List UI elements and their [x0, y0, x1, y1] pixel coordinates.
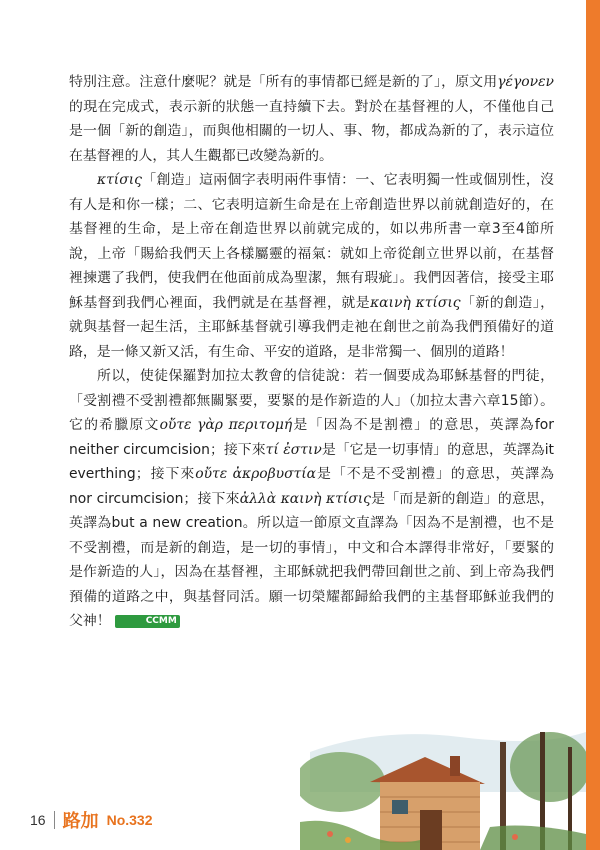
ccmm-badge: CCMM [115, 615, 180, 628]
issue-number: No.332 [106, 812, 153, 828]
p2-text-c: 「新的創造」，就與基督一起生活，主耶穌基督就引導我們走祂在創世之前為我們預備好的道路，是一條又新又活，有生命、平安的道路，是非常獨一、個別的道路！ [69, 294, 554, 360]
p3-greek-phrase-2: τί ἐστιν [265, 441, 322, 458]
paragraph-2 [69, 168, 554, 364]
article-body [69, 70, 554, 634]
paragraph-3 [69, 364, 554, 634]
p3-text-c: 是「因為不是割禮」的意思，英譯為for neither circumcision；接下來 [69, 417, 554, 458]
magazine-logo: 路加 [62, 811, 99, 832]
p2-text-b: 」。我們因著信，接受主耶穌基督到我們心裡面，我們就是在基督裡，就是 [69, 270, 554, 311]
p3-text-g: 」，因為在基督裡，主耶穌就把我們帶回創世之前、到上帝為我們預備的道路之中，與基督同活。願一切榮耀都歸給我們的主基督耶穌並我們的父神！ [69, 564, 554, 629]
p1-greek-word: γέγονεν [497, 74, 554, 90]
p2-greek-word: κτίσις [97, 172, 142, 188]
orange-side-bar [586, 0, 600, 850]
p3-text-d: 是「它是一切事情」的意思，英譯為it everthing；接下來 [69, 441, 555, 482]
p3-text-a: 所以，使徒保羅對加拉太教會的信徒說：若一個要成為耶穌基督的門徒，「 [69, 368, 554, 409]
p1-text-a: 特別注意。注意什麼呢？就是「所有的事情都已經是新的了」，原文用 [69, 74, 498, 90]
page-number: 16 [30, 812, 46, 828]
p3-scripture-quote-2: 要緊的是作新造的人 [69, 539, 554, 580]
p3-text-e: 是「不是不受割禮」的意思，英譯為nor circumcision；接下來 [69, 466, 554, 507]
p3-greek-phrase-1: οὔτε γὰρ περιτομή [159, 417, 293, 433]
watercolor-house-illustration [300, 722, 586, 850]
p2-greek-phrase: καινὴ κτίσις [370, 294, 461, 311]
p3-greek-phrase-4: ἀλλὰ καινὴ κτίσις [239, 490, 371, 507]
p3-text-f: 是「而是新的創造」的意思，英譯為but a new creation。所以這一節原文直譯為「因為不是割禮，也不是不受割禮，而是新的創造，是一切的事情」，中文和合本譯得非常好，「 [69, 490, 554, 556]
paragraph-1 [69, 70, 554, 168]
page-footer [30, 808, 153, 832]
p1-text-b: 的現在完成式，表示新的狀態一直持續下去。對於在基督裡的人，不僅他自己是一個「新的創造」，而與他相關的一切人、事、物，都成為新的了，表示這位在基督裡的人，其人生觀都已改變為新的。 [69, 98, 554, 164]
p2-scripture-quote: 賜給我們天上各樣屬靈的福氣：就如上帝從創立世界以前，在基督裡揀選了我們，使我們在他面前成為聖潔，無有瑕疵 [69, 245, 554, 286]
footer-divider [54, 811, 55, 829]
left-margin [0, 0, 14, 850]
p2-text-a: 「創造」這兩個字表明兩件事情：一、它表明獨一性或個別性，沒有人是和你一樣；二、它表明這新生命是在上帝創造世界以前就創造好的，在基督裡的生命，是上帝在創造世界以前就完成的，如以弗所書一章3至4節所說，上帝「 [69, 172, 554, 262]
p3-scripture-quote: 受割禮不受割禮都無關緊要，要緊的是作新造的人 [83, 392, 395, 409]
p3-greek-phrase-3: οὔτε ἀκροβυστία [195, 466, 317, 482]
p3-text-b: 」（加拉太書六章15節）。它的希臘原文 [69, 392, 554, 433]
